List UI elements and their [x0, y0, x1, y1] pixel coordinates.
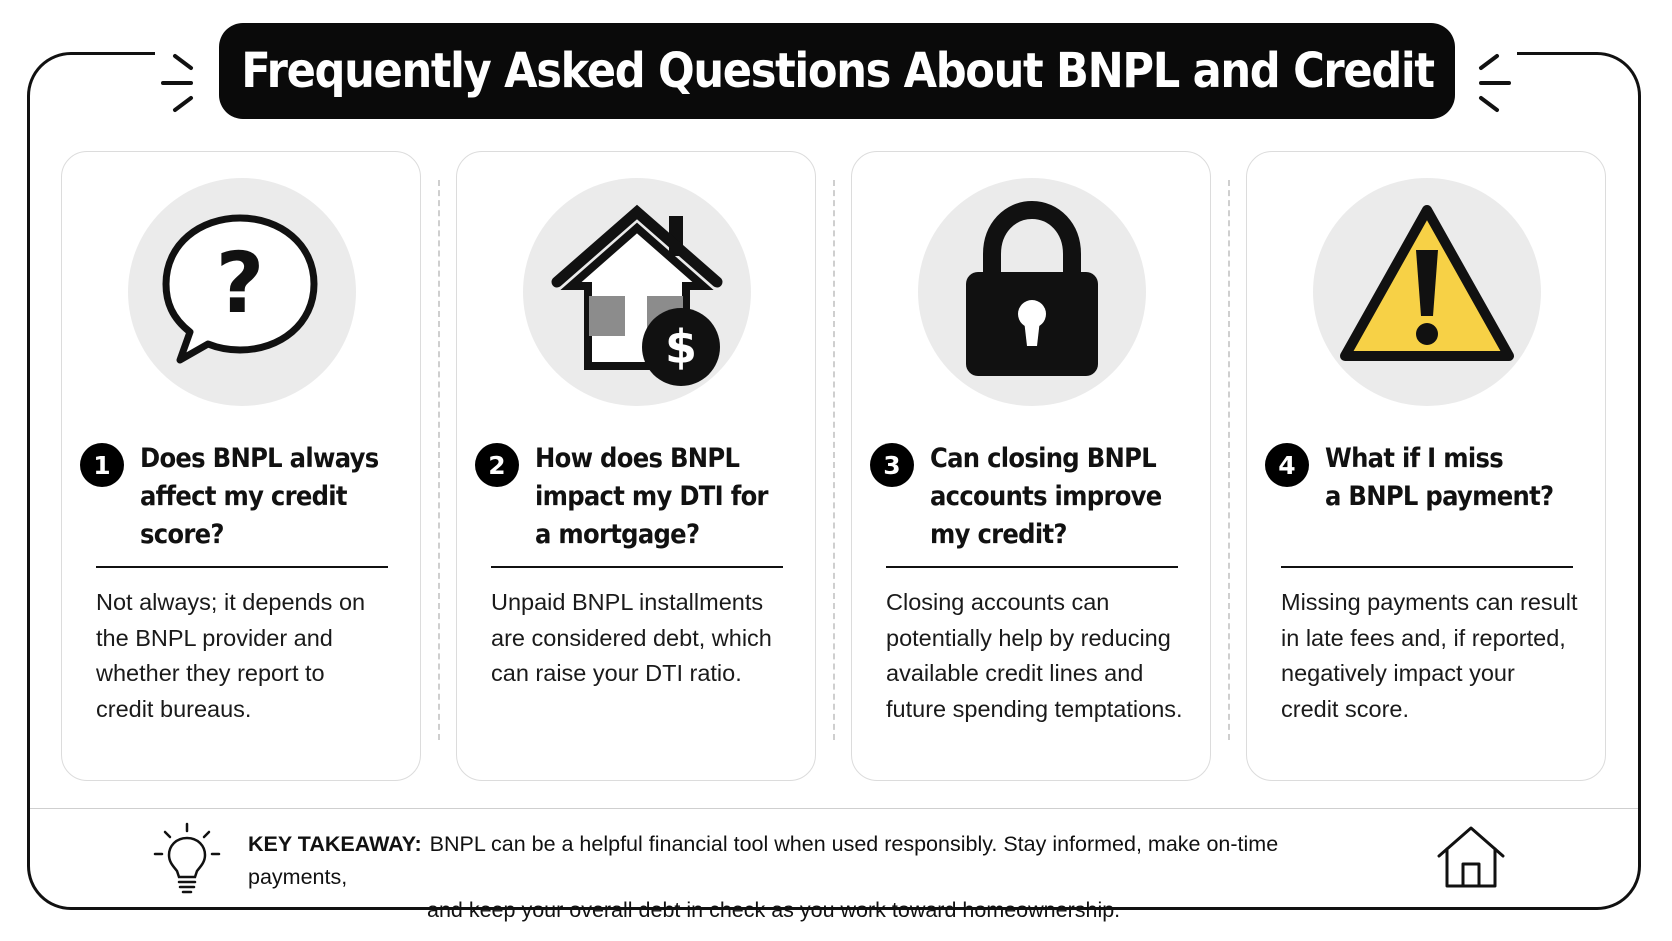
question-number-badge: 1	[80, 443, 124, 487]
svg-text:$: $	[664, 320, 698, 374]
right-burst-icon	[1473, 50, 1517, 116]
question-text: What if I miss a BNPL payment?	[1325, 443, 1554, 512]
question-number-badge: 2	[475, 443, 519, 487]
question-number-badge: 4	[1265, 443, 1309, 487]
question-speech-bubble-icon	[128, 178, 356, 406]
key-takeaway-line-2: and keep your overall debt in check as you work toward homeownership.	[427, 898, 1121, 922]
faq-card-3	[851, 151, 1211, 781]
title-banner	[155, 18, 1517, 118]
card-divider	[438, 180, 440, 740]
question-number-badge: 3	[870, 443, 914, 487]
page-title: Frequently Asked Questions About BNPL and Credit	[240, 43, 1434, 99]
key-takeaway	[248, 828, 1378, 927]
icon-circle	[918, 178, 1146, 406]
question-row	[475, 440, 805, 554]
left-burst-icon	[155, 50, 199, 116]
faq-card-4	[1246, 151, 1606, 781]
svg-text:?: ?	[215, 234, 265, 332]
question-row	[870, 440, 1200, 554]
title-pill	[219, 23, 1455, 119]
answer-text: Unpaid BNPL installments are considered debt, which can raise your DTI ratio.	[491, 589, 772, 686]
card-divider	[833, 180, 835, 740]
answer-text: Closing accounts can potentially help by reducing available credit lines and future spending temptations.	[886, 589, 1183, 722]
warning-triangle-icon	[1313, 178, 1541, 406]
key-takeaway-label: KEY TAKEAWAY:	[248, 832, 422, 856]
card-divider	[1228, 180, 1230, 740]
footer-divider	[30, 808, 1638, 809]
card-rule	[491, 566, 783, 568]
house-outline-icon	[1436, 824, 1506, 890]
icon-circle	[523, 178, 751, 406]
padlock-icon	[918, 178, 1146, 406]
faq-card-2	[456, 151, 816, 781]
lightbulb-icon	[152, 822, 222, 896]
question-text: How does BNPL impact my DTI for a mortgage?	[535, 443, 768, 550]
icon-circle	[1313, 178, 1541, 406]
card-rule	[1281, 566, 1573, 568]
answer-text: Missing payments can result in late fees and, if reported, negatively impact your credit score.	[1281, 589, 1578, 722]
house-dollar-icon	[523, 178, 751, 406]
icon-circle	[128, 178, 356, 406]
card-rule	[886, 566, 1178, 568]
answer-text: Not always; it depends on the BNPL provider and whether they report to credit bureaus.	[96, 589, 366, 722]
question-text: Can closing BNPL accounts improve my credit?	[930, 443, 1162, 550]
question-text: Does BNPL always affect my credit score?	[140, 443, 379, 550]
card-rule	[96, 566, 388, 568]
question-row	[1265, 440, 1595, 516]
key-takeaway-line-1: BNPL can be a helpful financial tool when used responsibly. Stay informed, make on-time payments,	[248, 832, 1279, 889]
faq-card-1	[61, 151, 421, 781]
question-row	[80, 440, 410, 554]
